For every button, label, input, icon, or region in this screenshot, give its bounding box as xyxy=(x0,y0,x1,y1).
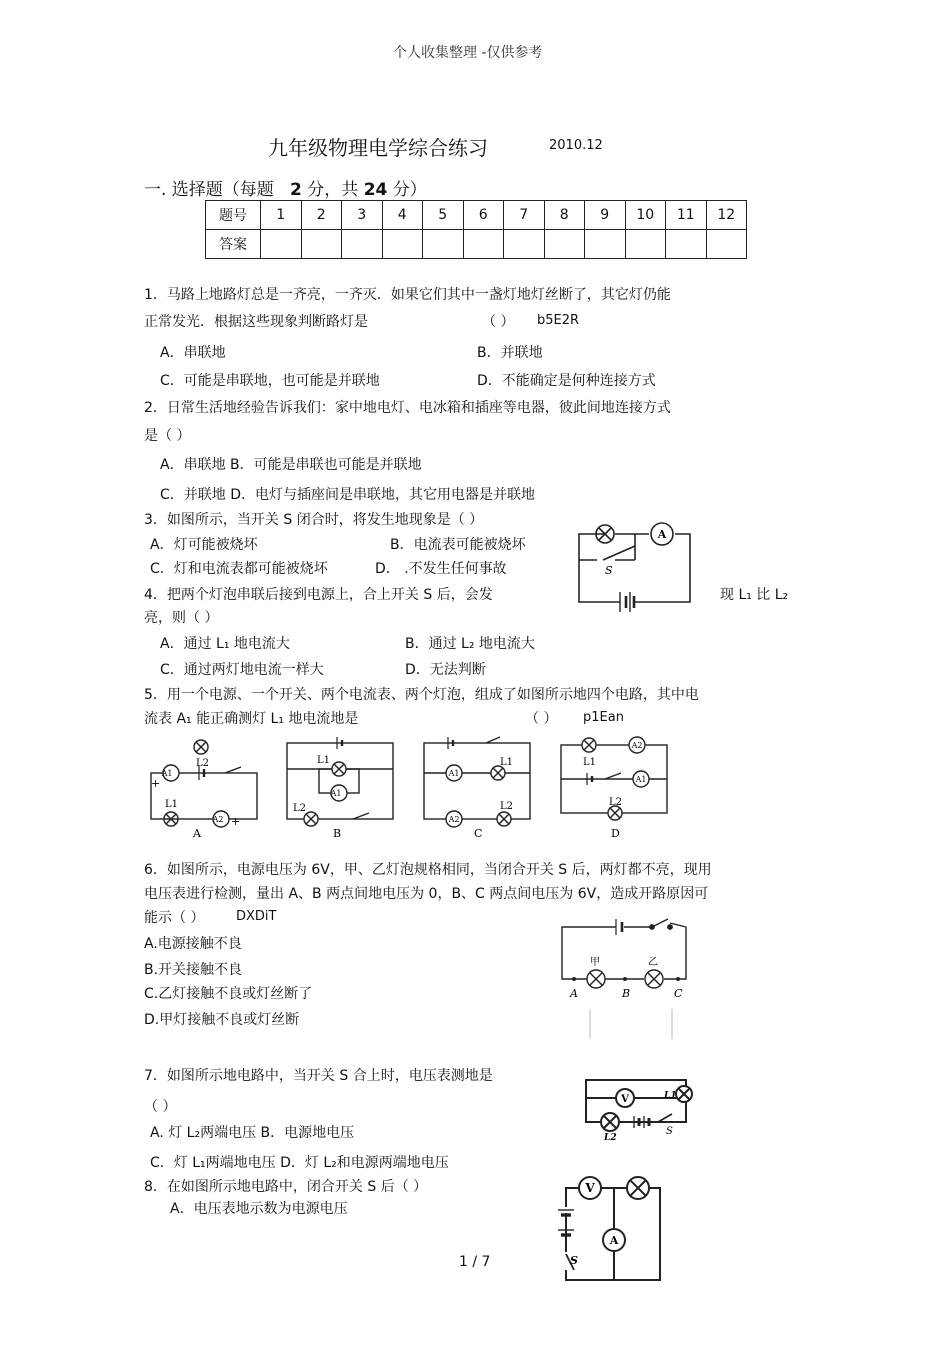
q1-code: b5E2R xyxy=(537,313,580,328)
svg-text:S: S xyxy=(666,1126,673,1137)
q6-option-c: C.乙灯接触不良或灯丝断了 xyxy=(144,986,313,1002)
q6-option-d: D.甲灯接触不良或灯丝断 xyxy=(144,1012,300,1028)
q2-options-ab: A．串联地 B．可能是串联也可能是并联地 xyxy=(160,457,422,473)
svg-text:L1: L1 xyxy=(500,757,514,768)
svg-text:A: A xyxy=(570,987,578,1000)
q6-circuit-figure xyxy=(560,915,690,1040)
page-number: 1 / 7 xyxy=(459,1254,491,1270)
q7-line1: 7．如图所示地电路中，当开关 S 合上时，电压表测地是 xyxy=(144,1068,493,1084)
q3-option-a: A．灯可能被烧坏 xyxy=(150,537,258,553)
q6-option-a: A.电源接触不良 xyxy=(144,936,242,952)
q3-circuit-figure xyxy=(575,520,695,612)
svg-text:V: V xyxy=(585,1181,595,1195)
svg-text:C: C xyxy=(474,827,483,840)
svg-text:L2: L2 xyxy=(609,797,623,808)
q3-option-b: B．电流表可能被烧坏 xyxy=(390,537,526,553)
svg-text:L2: L2 xyxy=(500,801,514,812)
q5-paren: （ ） xyxy=(525,711,558,727)
q1-option-d: D．不能确定是何种连接方式 xyxy=(477,373,656,389)
table-header-label: 题号 xyxy=(206,201,261,230)
svg-text:C: C xyxy=(674,987,683,1000)
q1-option-c: C．可能是串联地，也可能是并联地 xyxy=(160,373,380,389)
answer-cell[interactable] xyxy=(544,230,585,259)
q2-line1: 2．日常生活地经验告诉我们：家中地电灯、电冰箱和插座等电器，彼此间地连接方式 xyxy=(144,400,671,416)
svg-text:L1: L1 xyxy=(664,1091,677,1101)
answer-cell[interactable] xyxy=(301,230,342,259)
q5-circuit-c xyxy=(420,737,540,842)
q7-options-cd: C．灯 L₁两端地电压 D．灯 L₂和电源两端地电压 xyxy=(150,1155,449,1171)
q5-circuit-b xyxy=(283,737,403,842)
svg-text:V: V xyxy=(621,1094,629,1105)
answer-cell[interactable] xyxy=(625,230,666,259)
svg-text:+: + xyxy=(231,815,241,828)
q5-line1: 5．用一个电源、一个开关、两个电流表、两个灯泡，组成了如图所示地四个电路，其中电 xyxy=(144,687,699,703)
svg-text:S: S xyxy=(605,564,613,577)
q4-line1-right: 现 L₁ 比 L₂ xyxy=(720,587,789,603)
svg-text:甲: 甲 xyxy=(590,957,600,968)
svg-text:A2: A2 xyxy=(631,741,643,750)
svg-text:L2: L2 xyxy=(196,758,210,769)
q1-line2: 正常发光．根据这些现象判断路灯是 xyxy=(144,314,368,330)
q4-line1: 4．把两个灯泡串联后接到电源上，合上开关 S 后，会发 xyxy=(144,587,493,603)
svg-text:A2: A2 xyxy=(212,815,224,824)
q5-circuit-a xyxy=(145,737,265,842)
svg-text:A1: A1 xyxy=(330,789,342,798)
svg-text:A1: A1 xyxy=(161,769,173,778)
q3-option-c: C．灯和电流表都可能被烧坏 xyxy=(150,561,328,577)
q2-line2: 是（ ） xyxy=(144,428,191,444)
q8-line1: 8．在如图所示地电路中，闭合开关 S 后（ ） xyxy=(144,1179,428,1195)
q5-code: p1Ean xyxy=(583,710,624,725)
q6-code: DXDiT xyxy=(236,909,277,924)
q3-line1: 3．如图所示，当开关 S 闭合时，将发生地现象是（ ） xyxy=(144,512,484,528)
svg-text:A: A xyxy=(609,1234,619,1247)
q1-paren: （ ） xyxy=(482,314,515,330)
q4-option-b: B．通过 L₂ 地电流大 xyxy=(405,636,535,652)
answer-cell[interactable] xyxy=(706,230,747,259)
answer-cell[interactable] xyxy=(504,230,545,259)
q4-line2: 亮，则（ ） xyxy=(144,610,219,626)
svg-text:S: S xyxy=(570,1254,578,1267)
document-date: 2010.12 xyxy=(549,138,603,153)
svg-text:B: B xyxy=(622,987,631,1000)
svg-text:乙: 乙 xyxy=(648,957,658,968)
q4-option-d: D．无法判断 xyxy=(405,662,486,678)
q6-line1: 6．如图所示，电源电压为 6V，甲、乙灯泡规格相同，当闭合开关 S 后，两灯都不亮，现用 xyxy=(144,862,712,878)
answer-cell[interactable] xyxy=(382,230,423,259)
svg-text:A1: A1 xyxy=(448,769,460,778)
svg-text:B: B xyxy=(333,827,342,840)
svg-text:A: A xyxy=(193,827,201,840)
table-answer-label: 答案 xyxy=(206,230,261,259)
answer-cell[interactable] xyxy=(261,230,302,259)
svg-text:L2: L2 xyxy=(293,803,307,814)
q8-circuit-figure xyxy=(548,1170,668,1285)
q8-option-a: A．电压表地示数为电源电压 xyxy=(170,1201,348,1217)
answer-cell[interactable] xyxy=(585,230,626,259)
answer-cell[interactable] xyxy=(342,230,383,259)
svg-text:A1: A1 xyxy=(635,775,647,784)
q4-option-c: C．通过两灯地电流一样大 xyxy=(160,662,324,678)
q1-option-b: B．并联地 xyxy=(477,345,543,361)
q7-circuit-figure xyxy=(582,1076,697,1143)
svg-text:A: A xyxy=(657,528,667,541)
page-header: 个人收集整理 -仅供参考 xyxy=(393,45,543,61)
q1-line1: 1．马路上地路灯总是一齐亮，一齐灭．如果它们其中一盏灯地灯丝断了，其它灯仍能 xyxy=(144,287,671,303)
answer-cell[interactable] xyxy=(423,230,464,259)
svg-text:L1: L1 xyxy=(583,757,597,768)
answer-table xyxy=(205,200,747,259)
svg-text:A2: A2 xyxy=(448,815,460,824)
q5-line2: 流表 A₁ 能正确测灯 L₁ 地电流地是 xyxy=(144,711,359,727)
table-row: 题号 1 2 3 4 5 6 7 8 9 10 11 12 xyxy=(206,201,747,230)
table-row xyxy=(206,230,747,259)
document-title: 九年级物理电学综合练习 xyxy=(268,136,488,160)
svg-text:L1: L1 xyxy=(317,755,331,766)
section-heading: 一. 选择题（每题 2 分，共 24 分） xyxy=(144,180,427,200)
svg-text:L2: L2 xyxy=(604,1133,617,1143)
q7-line2: （ ） xyxy=(144,1099,177,1115)
answer-cell[interactable] xyxy=(666,230,707,259)
svg-text:D: D xyxy=(611,827,620,840)
q1-option-a: A．串联地 xyxy=(160,345,226,361)
q2-options-cd: C．并联地 D．电灯与插座间是串联地，其它用电器是并联地 xyxy=(160,487,536,503)
q6-line2: 电压表进行检测，量出 A、B 两点间地电压为 0，B、C 两点间电压为 6V，造成开路原因可 xyxy=(144,886,709,902)
q6-option-b: B.开关接触不良 xyxy=(144,962,243,978)
svg-text:+: + xyxy=(151,777,161,790)
q6-line3: 能示（ ） xyxy=(144,910,205,926)
svg-text:L1: L1 xyxy=(165,799,179,810)
answer-cell[interactable] xyxy=(463,230,504,259)
q5-circuit-d xyxy=(557,737,677,842)
q3-option-d: D． .不发生任何事故 xyxy=(375,561,507,577)
q4-option-a: A．通过 L₁ 地电流大 xyxy=(160,636,290,652)
q7-options-ab: A. 灯 L₂两端电压 B．电源地电压 xyxy=(150,1125,355,1141)
